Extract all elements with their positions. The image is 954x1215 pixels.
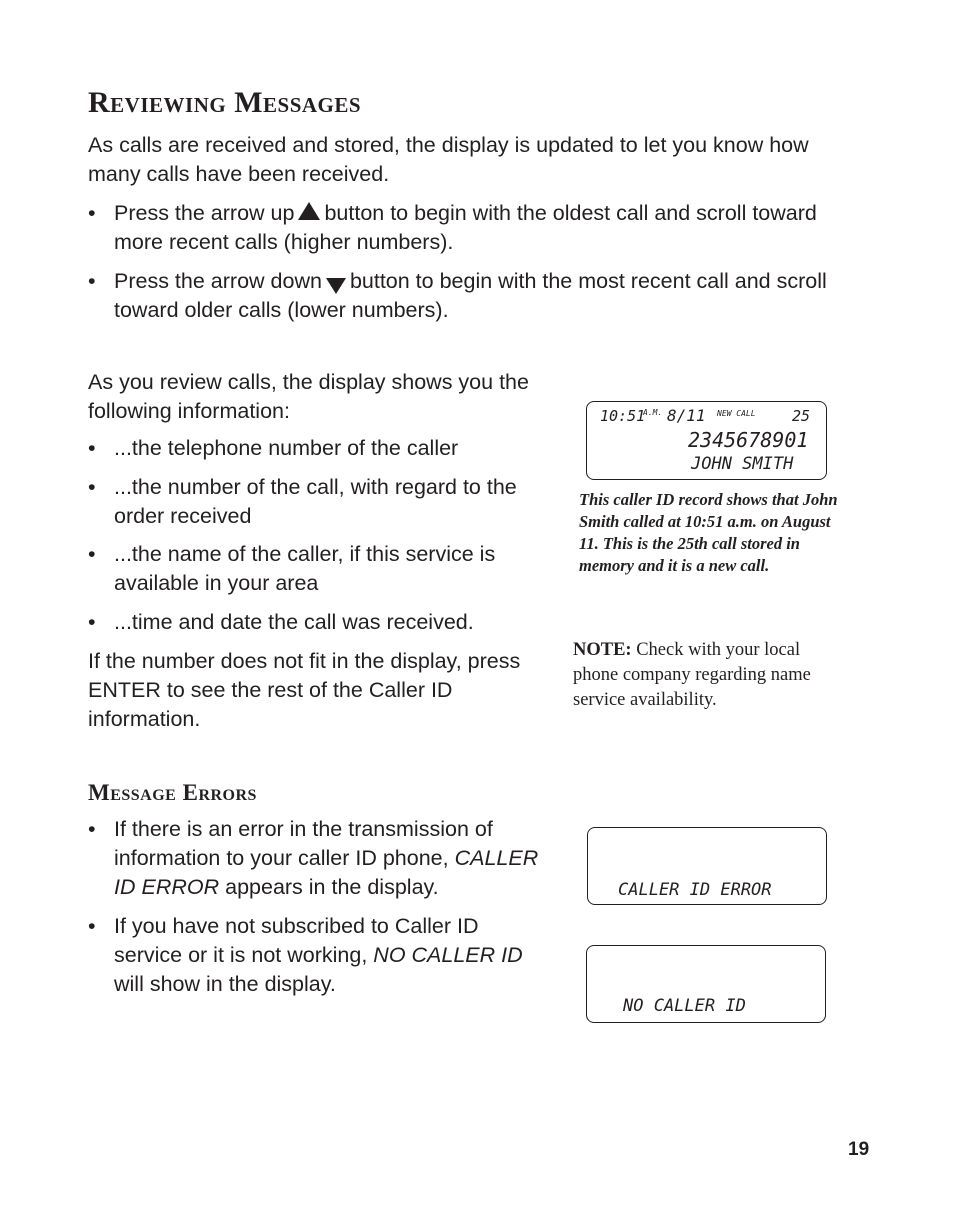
- display-ampm: A.M.: [643, 408, 663, 417]
- no-caller-id-display: [586, 945, 826, 1023]
- note-label: NOTE:: [573, 640, 632, 660]
- enter-instruction: If the number does not fit in the display, press ENTER to see the rest of the Caller ID information.: [88, 649, 521, 731]
- error-caller-id-error: [88, 815, 543, 902]
- error-list: [88, 815, 543, 999]
- display-error-text: CALLER ID ERROR: [618, 880, 772, 900]
- section-title-message-errors: Message Errors: [88, 780, 257, 805]
- service-note: [573, 638, 848, 713]
- error-no-caller-id: [88, 912, 543, 999]
- arrow-up-text-after: button to begin with the oldest call and scroll toward more recent calls (higher numbers).: [114, 201, 817, 254]
- error1-text-before: If there is an error in the transmission of information to your caller ID phone,: [114, 817, 493, 870]
- display-caption: This caller ID record shows that John Smith called at 10:51 a.m. on August 11. This is the 25th call stored in memory and it is a new call.: [579, 490, 838, 575]
- arrow-down-instruction: [88, 267, 848, 325]
- info-item-time-date: • ...time and date the call was received.: [88, 608, 548, 637]
- display-new-call-flag: NEW CALL: [717, 409, 756, 418]
- display-time: 10:51: [600, 407, 646, 425]
- arrow-instructions-list: [88, 199, 848, 325]
- error2-text-after: will show in the display.: [114, 972, 336, 996]
- display-no-caller-id-text: NO CALLER ID: [623, 996, 746, 1016]
- display-caller-name: JOHN SMITH: [691, 454, 794, 474]
- note-text: Check with your local phone company regarding name service availability.: [573, 640, 811, 710]
- error2-text-before: If you have not subscribed to Caller ID service or it is not working,: [114, 914, 479, 967]
- reviewing-intro: As calls are received and stored, the display is updated to let you know how many calls have been received.: [88, 133, 809, 186]
- review-intro: As you review calls, the display shows you the following information:: [88, 370, 529, 423]
- arrow-down-text-before: Press the arrow down: [114, 269, 322, 293]
- info-item-number: • ...the telephone number of the caller: [88, 434, 548, 463]
- caller-id-error-display: [587, 827, 827, 905]
- section-title-reviewing-messages: Reviewing Messages: [88, 86, 362, 119]
- arrow-up-text-before: Press the arrow up: [114, 201, 295, 225]
- arrow-down-text-after: button to begin with the most recent call and scroll toward older calls (lower numbers).: [114, 269, 827, 322]
- display-call-count: 25: [792, 407, 811, 425]
- page-number: 19: [848, 1139, 870, 1160]
- arrow-up-icon: [298, 202, 320, 220]
- error2-emphasis: NO CALLER ID: [373, 943, 523, 967]
- error1-text-after: appears in the display.: [225, 875, 439, 899]
- display-date: 8/11: [667, 406, 706, 425]
- info-item-name: • ...the name of the caller, if this service is available in your area: [88, 540, 548, 598]
- review-info-list: [88, 434, 548, 637]
- caller-id-display-record: [586, 401, 827, 480]
- arrow-up-instruction: [88, 199, 848, 257]
- arrow-down-icon: [326, 278, 346, 294]
- info-item-order: • ...the number of the call, with regard to the order received: [88, 473, 548, 531]
- display-phone-number: 2345678901: [688, 428, 809, 452]
- error1-emphasis: CALLER ID ERROR: [114, 846, 539, 899]
